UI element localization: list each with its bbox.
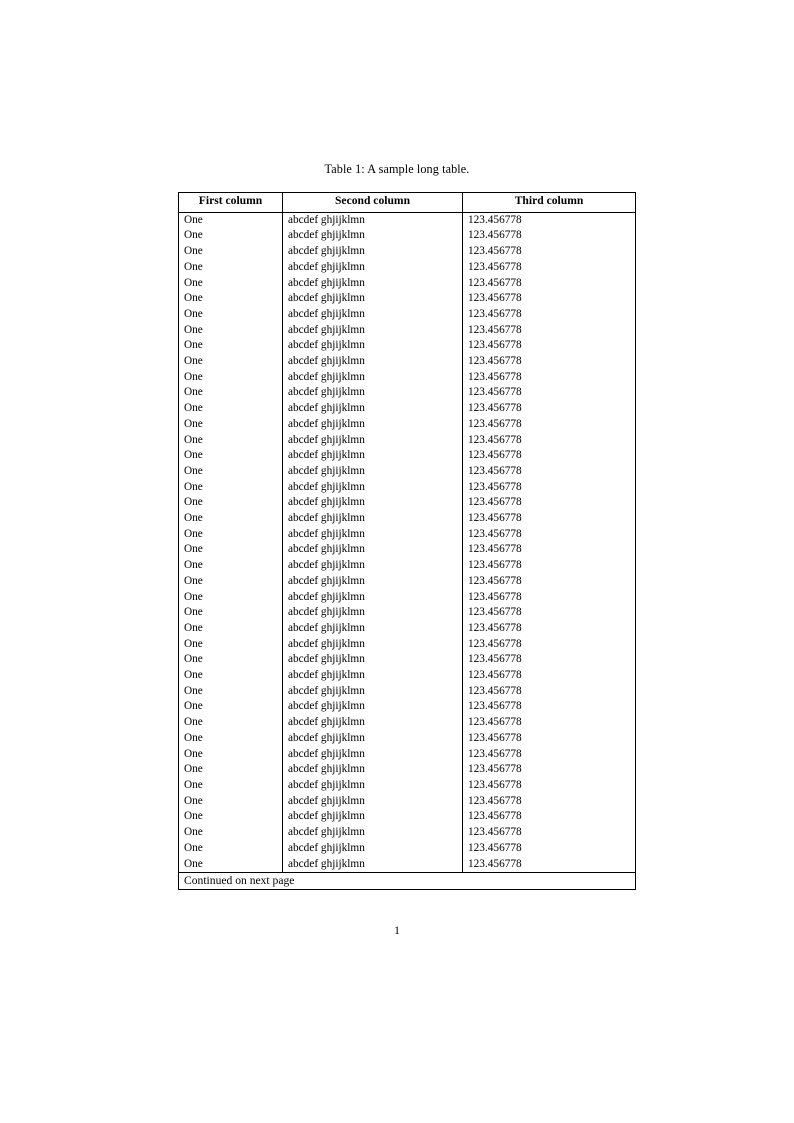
table-row (179, 338, 636, 354)
table-footer (179, 873, 636, 890)
table-cell: One (179, 857, 283, 873)
table-body (179, 212, 636, 873)
table-cell: 123.456778 (463, 715, 636, 731)
table-row (179, 370, 636, 386)
table-cell: One (179, 370, 283, 386)
table-cell: One (179, 747, 283, 763)
table-row (179, 794, 636, 810)
table-cell: abcdef ghjijklmn (283, 637, 463, 653)
table-row (179, 652, 636, 668)
table-cell: abcdef ghjijklmn (283, 417, 463, 433)
table-cell: abcdef ghjijklmn (283, 778, 463, 794)
table-row (179, 495, 636, 511)
table-cell: abcdef ghjijklmn (283, 291, 463, 307)
table-cell: 123.456778 (463, 652, 636, 668)
table-cell: abcdef ghjijklmn (283, 495, 463, 511)
table-cell: abcdef ghjijklmn (283, 276, 463, 292)
table-row (179, 276, 636, 292)
table-cell: 123.456778 (463, 228, 636, 244)
table-cell: 123.456778 (463, 762, 636, 778)
table-cell: One (179, 715, 283, 731)
table-row (179, 841, 636, 857)
table-cell: abcdef ghjijklmn (283, 433, 463, 449)
table-row (179, 637, 636, 653)
table-cell: 123.456778 (463, 621, 636, 637)
table-cell: abcdef ghjijklmn (283, 480, 463, 496)
table-cell: 123.456778 (463, 747, 636, 763)
table-cell: 123.456778 (463, 542, 636, 558)
table-cell: abcdef ghjijklmn (283, 747, 463, 763)
table-cell: abcdef ghjijklmn (283, 212, 463, 228)
table-cell: abcdef ghjijklmn (283, 794, 463, 810)
table-cell: abcdef ghjijklmn (283, 260, 463, 276)
table-cell: abcdef ghjijklmn (283, 228, 463, 244)
table-cell: 123.456778 (463, 448, 636, 464)
table-cell: abcdef ghjijklmn (283, 621, 463, 637)
table-cell: abcdef ghjijklmn (283, 605, 463, 621)
table-cell: 123.456778 (463, 527, 636, 543)
table-cell: abcdef ghjijklmn (283, 825, 463, 841)
table-row (179, 668, 636, 684)
column-header-second: Second column (283, 193, 463, 213)
table-cell: One (179, 574, 283, 590)
table-header (179, 193, 636, 213)
table-row (179, 684, 636, 700)
table-row (179, 715, 636, 731)
table-cell: 123.456778 (463, 825, 636, 841)
table-cell: abcdef ghjijklmn (283, 464, 463, 480)
table-cell: 123.456778 (463, 495, 636, 511)
table-cell: abcdef ghjijklmn (283, 699, 463, 715)
table-cell: One (179, 260, 283, 276)
page-number: 1 (394, 924, 400, 937)
table-cell: One (179, 590, 283, 606)
table-cell: abcdef ghjijklmn (283, 684, 463, 700)
table-row (179, 747, 636, 763)
table-row (179, 605, 636, 621)
table-cell: One (179, 495, 283, 511)
table-cell: abcdef ghjijklmn (283, 401, 463, 417)
table-cell: 123.456778 (463, 857, 636, 873)
table-cell: 123.456778 (463, 276, 636, 292)
table-cell: 123.456778 (463, 605, 636, 621)
table-cell: 123.456778 (463, 323, 636, 339)
table-cell: 123.456778 (463, 433, 636, 449)
table-cell: 123.456778 (463, 668, 636, 684)
table-row (179, 590, 636, 606)
table-cell: 123.456778 (463, 291, 636, 307)
table-cell: One (179, 778, 283, 794)
table-cell: One (179, 464, 283, 480)
table-cell: One (179, 558, 283, 574)
table-row (179, 464, 636, 480)
table-row (179, 260, 636, 276)
table-cell: abcdef ghjijklmn (283, 370, 463, 386)
table-cell: abcdef ghjijklmn (283, 354, 463, 370)
table-cell: abcdef ghjijklmn (283, 809, 463, 825)
table-row (179, 558, 636, 574)
table-cell: One (179, 825, 283, 841)
table-row (179, 511, 636, 527)
table-cell: One (179, 276, 283, 292)
table-row (179, 307, 636, 323)
table-cell: 123.456778 (463, 637, 636, 653)
table-row (179, 323, 636, 339)
table-cell: One (179, 228, 283, 244)
table-row (179, 809, 636, 825)
table-row (179, 448, 636, 464)
table-cell: 123.456778 (463, 260, 636, 276)
table-cell: abcdef ghjijklmn (283, 731, 463, 747)
table-row (179, 228, 636, 244)
table-cell: One (179, 307, 283, 323)
table-cell: 123.456778 (463, 417, 636, 433)
table-row (179, 778, 636, 794)
table-cell: abcdef ghjijklmn (283, 338, 463, 354)
table-cell: One (179, 762, 283, 778)
table-cell: abcdef ghjijklmn (283, 542, 463, 558)
table-cell: One (179, 668, 283, 684)
table-row (179, 574, 636, 590)
table-cell: 123.456778 (463, 558, 636, 574)
table-cell: abcdef ghjijklmn (283, 511, 463, 527)
table-row (179, 527, 636, 543)
table-cell: One (179, 433, 283, 449)
sample-long-table (178, 192, 636, 890)
table-cell: One (179, 385, 283, 401)
table-cell: One (179, 542, 283, 558)
table-row (179, 480, 636, 496)
table-cell: 123.456778 (463, 370, 636, 386)
table-cell: One (179, 323, 283, 339)
table-cell: One (179, 637, 283, 653)
table-cell: One (179, 417, 283, 433)
long-table-container (178, 192, 635, 890)
table-row (179, 401, 636, 417)
table-row (179, 857, 636, 873)
table-cell: abcdef ghjijklmn (283, 715, 463, 731)
table-cell: One (179, 212, 283, 228)
table-row (179, 291, 636, 307)
table-cell: abcdef ghjijklmn (283, 527, 463, 543)
table-cell: One (179, 794, 283, 810)
table-cell: One (179, 448, 283, 464)
continued-note: Continued on next page (179, 873, 636, 890)
table-cell: abcdef ghjijklmn (283, 857, 463, 873)
table-cell: One (179, 511, 283, 527)
table-row (179, 433, 636, 449)
table-cell: One (179, 338, 283, 354)
table-row (179, 621, 636, 637)
table-cell: One (179, 699, 283, 715)
table-cell: One (179, 605, 283, 621)
table-cell: 123.456778 (463, 699, 636, 715)
table-cell: One (179, 684, 283, 700)
table-row (179, 825, 636, 841)
column-header-first: First column (179, 193, 283, 213)
table-row (179, 699, 636, 715)
table-cell: 123.456778 (463, 511, 636, 527)
table-cell: abcdef ghjijklmn (283, 668, 463, 684)
table-row (179, 244, 636, 260)
table-cell: One (179, 652, 283, 668)
table-cell: One (179, 731, 283, 747)
table-cell: abcdef ghjijklmn (283, 574, 463, 590)
table-row (179, 385, 636, 401)
table-cell: abcdef ghjijklmn (283, 244, 463, 260)
table-cell: 123.456778 (463, 354, 636, 370)
table-cell: One (179, 354, 283, 370)
table-cell: abcdef ghjijklmn (283, 762, 463, 778)
table-row (179, 542, 636, 558)
table-cell: 123.456778 (463, 307, 636, 323)
table-cell: One (179, 621, 283, 637)
table-cell: 123.456778 (463, 841, 636, 857)
table-cell: 123.456778 (463, 212, 636, 228)
table-cell: One (179, 244, 283, 260)
table-cell: One (179, 401, 283, 417)
table-cell: abcdef ghjijklmn (283, 385, 463, 401)
table-cell: 123.456778 (463, 464, 636, 480)
table-caption: Table 1: A sample long table. (324, 162, 470, 176)
table-cell: abcdef ghjijklmn (283, 448, 463, 464)
table-cell: One (179, 809, 283, 825)
table-row (179, 212, 636, 228)
table-cell: One (179, 841, 283, 857)
table-cell: abcdef ghjijklmn (283, 558, 463, 574)
table-row (179, 731, 636, 747)
table-cell: 123.456778 (463, 401, 636, 417)
table-cell: abcdef ghjijklmn (283, 323, 463, 339)
table-footer-row (179, 873, 636, 890)
column-header-third: Third column (463, 193, 636, 213)
table-cell: 123.456778 (463, 731, 636, 747)
table-cell: One (179, 291, 283, 307)
table-cell: abcdef ghjijklmn (283, 307, 463, 323)
table-cell: abcdef ghjijklmn (283, 652, 463, 668)
table-cell: abcdef ghjijklmn (283, 841, 463, 857)
table-cell: 123.456778 (463, 338, 636, 354)
table-row (179, 762, 636, 778)
table-header-row (179, 193, 636, 213)
table-cell: abcdef ghjijklmn (283, 590, 463, 606)
table-cell: One (179, 527, 283, 543)
table-cell: 123.456778 (463, 778, 636, 794)
table-cell: 123.456778 (463, 590, 636, 606)
table-cell: 123.456778 (463, 480, 636, 496)
table-cell: 123.456778 (463, 809, 636, 825)
table-cell: 123.456778 (463, 574, 636, 590)
table-row (179, 354, 636, 370)
table-cell: 123.456778 (463, 684, 636, 700)
table-cell: 123.456778 (463, 244, 636, 260)
table-row (179, 417, 636, 433)
table-cell: 123.456778 (463, 385, 636, 401)
table-cell: 123.456778 (463, 794, 636, 810)
table-cell: One (179, 480, 283, 496)
